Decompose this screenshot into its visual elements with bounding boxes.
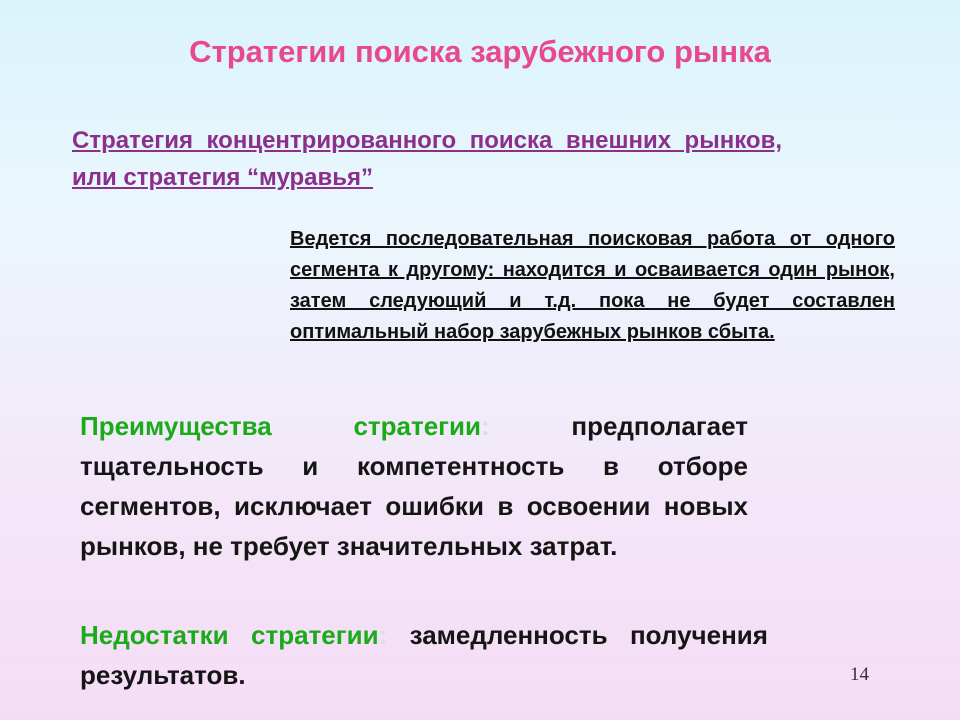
page-number: 14 xyxy=(850,664,869,685)
strategy-description: Ведется последовательная поисковая работа от одного сегмента к другому: находится и осваивается один рынок, затем следующий и т.д. пока не будет составлен оптимальный набор зарубежных рынков сбыта. xyxy=(290,228,895,343)
disadvantages-paragraph xyxy=(80,615,768,695)
advantages-text: предполагает тщательность и компетентность в отборе сегментов, исключает ошибки в освоении новых рынков, не требует значительных затрат. xyxy=(80,411,748,561)
slide-title: Стратегии поиска зарубежного рынка xyxy=(189,34,771,69)
disadvantages-text: замедленность получения результатов. xyxy=(80,620,768,690)
strategy-heading: Стратегия концентрированного поиска внешних рынков, или стратегия “муравья” xyxy=(72,127,782,191)
advantages-separator: : xyxy=(480,411,490,441)
disadvantages-label: Недостатки стратегии xyxy=(80,620,379,650)
advantages-label: Преимущества стратегии xyxy=(80,411,481,441)
advantages-paragraph xyxy=(80,406,748,566)
disadvantages-separator: : xyxy=(378,620,388,650)
